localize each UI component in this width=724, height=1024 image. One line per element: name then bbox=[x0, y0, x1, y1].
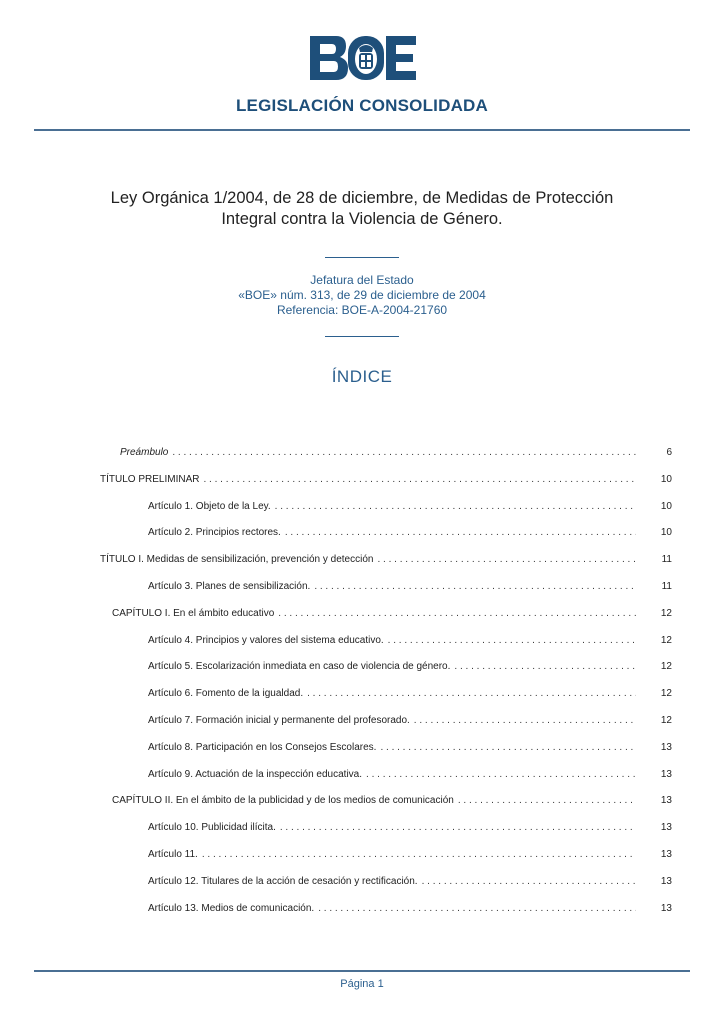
toc-entry-page: 11 bbox=[661, 581, 672, 592]
toc-leader-dots bbox=[172, 447, 636, 458]
toc-entry[interactable] bbox=[148, 822, 640, 836]
toc-entry-label: Preámbulo bbox=[120, 447, 169, 458]
issuer: Jefatura del Estado bbox=[310, 273, 414, 287]
toc-entry-label: Artículo 11. bbox=[148, 849, 198, 860]
toc-entry[interactable] bbox=[148, 849, 640, 863]
toc-entry-label: Artículo 6. Fomento de la igualdad. bbox=[148, 688, 304, 699]
toc-entry-page: 10 bbox=[660, 501, 672, 512]
document-title-line-1: Ley Orgánica 1/2004, de 28 de diciembre, de Medidas de Protección bbox=[110, 189, 614, 207]
toc-entry-page: 13 bbox=[660, 849, 672, 860]
toc-entry-page: 13 bbox=[660, 769, 672, 780]
toc-entry-label: CAPÍTULO I. En el ámbito educativo bbox=[112, 608, 275, 619]
toc-leader-dots bbox=[458, 795, 636, 806]
toc-entry-label: Artículo 3. Planes de sensibilización. bbox=[148, 581, 311, 592]
page-number: Página 1 bbox=[340, 978, 384, 990]
toc-entry[interactable] bbox=[148, 876, 640, 890]
toc-entry-label: Artículo 7. Formación inicial y permanente del profesorado. bbox=[148, 715, 410, 726]
toc-entry-label: Artículo 10. Publicidad ilícita. bbox=[148, 822, 276, 833]
toc-entry[interactable] bbox=[148, 501, 640, 515]
toc-entry-label: Artículo 8. Participación en los Consejos Escolares. bbox=[148, 742, 377, 753]
toc-leader-dots bbox=[366, 769, 636, 780]
toc-entry-page: 10 bbox=[660, 474, 672, 485]
toc-entry[interactable] bbox=[112, 608, 640, 622]
toc-entry-page: 12 bbox=[660, 715, 672, 726]
toc-entry-label: Artículo 2. Principios rectores. bbox=[148, 527, 281, 538]
logo-letter-b bbox=[310, 36, 348, 80]
toc-leader-dots bbox=[275, 501, 636, 512]
toc-entry[interactable] bbox=[148, 581, 640, 595]
reference-id: Referencia: BOE-A-2004-21760 bbox=[276, 303, 448, 317]
toc-entry-label: Artículo 5. Escolarización inmediata en caso de violencia de género. bbox=[148, 661, 451, 672]
toc-entry-page: 12 bbox=[660, 661, 672, 672]
toc-entry-page: 13 bbox=[660, 742, 672, 753]
toc-entry[interactable] bbox=[148, 527, 640, 541]
toc-entry-label: Artículo 9. Actuación de la inspección educativa. bbox=[148, 769, 363, 780]
toc-leader-dots bbox=[414, 715, 636, 726]
toc-entry[interactable] bbox=[100, 554, 640, 568]
toc-entry-page: 13 bbox=[660, 876, 672, 887]
toc-leader-dots bbox=[285, 527, 636, 538]
toc-leader-dots bbox=[314, 581, 636, 592]
toc-entry-label: CAPÍTULO II. En el ámbito de la publicidad y de los medios de comunicación bbox=[112, 795, 454, 806]
document-metadata bbox=[0, 273, 724, 318]
toc-entry-page: 12 bbox=[660, 635, 672, 646]
index-heading: ÍNDICE bbox=[331, 367, 393, 386]
toc-leader-dots bbox=[454, 661, 636, 672]
toc-entry[interactable] bbox=[112, 795, 640, 809]
toc-entry[interactable] bbox=[148, 661, 640, 675]
toc-entry-page: 13 bbox=[660, 822, 672, 833]
toc-leader-dots bbox=[203, 474, 636, 485]
toc-leader-dots bbox=[422, 876, 636, 887]
section-title: LEGISLACIÓN CONSOLIDADA bbox=[235, 96, 489, 115]
toc-entry-label: Artículo 12. Titulares de la acción de cesación y rectificación. bbox=[148, 876, 418, 887]
toc-entry-page: 6 bbox=[666, 447, 672, 458]
toc-entry-label: Artículo 13. Medios de comunicación. bbox=[148, 903, 315, 914]
metadata-divider bbox=[325, 336, 399, 337]
toc-entry-label: TÍTULO PRELIMINAR bbox=[100, 474, 200, 485]
toc-leader-dots bbox=[280, 822, 636, 833]
toc-entry-page: 10 bbox=[660, 527, 672, 538]
toc-leader-dots bbox=[318, 903, 636, 914]
toc-entry-page: 12 bbox=[660, 688, 672, 699]
publication-info: «BOE» núm. 313, de 29 de diciembre de 2004 bbox=[238, 288, 486, 302]
toc-entry[interactable] bbox=[148, 742, 640, 756]
toc-entry-page: 12 bbox=[660, 608, 672, 619]
toc-entry[interactable] bbox=[120, 447, 640, 461]
toc-entry-label: Artículo 1. Objeto de la Ley. bbox=[148, 501, 271, 512]
toc-leader-dots bbox=[278, 608, 636, 619]
toc-leader-dots bbox=[307, 688, 636, 699]
toc-entry-page: 11 bbox=[661, 554, 672, 565]
document-title-line-2: Integral contra la Violencia de Género. bbox=[221, 210, 503, 228]
footer-divider bbox=[34, 970, 690, 972]
toc-leader-dots bbox=[377, 554, 636, 565]
toc-entry[interactable] bbox=[148, 635, 640, 649]
boe-logo bbox=[310, 36, 416, 80]
logo-letter-e bbox=[386, 36, 416, 80]
toc-entry[interactable] bbox=[100, 474, 640, 488]
toc-leader-dots bbox=[380, 742, 636, 753]
toc-entry[interactable] bbox=[148, 715, 640, 729]
title-divider bbox=[325, 257, 399, 258]
toc-entry-page: 13 bbox=[660, 795, 672, 806]
toc-entry-page: 13 bbox=[660, 903, 672, 914]
toc-entry[interactable] bbox=[148, 903, 640, 917]
toc-entry[interactable] bbox=[148, 688, 640, 702]
toc-entry-label: Artículo 4. Principios y valores del sistema educativo. bbox=[148, 635, 384, 646]
header-divider bbox=[34, 129, 690, 131]
toc-leader-dots bbox=[388, 635, 636, 646]
toc-entry[interactable] bbox=[148, 769, 640, 783]
toc-leader-dots bbox=[202, 849, 636, 860]
toc-entry-label: TÍTULO I. Medidas de sensibilización, prevención y detección bbox=[100, 554, 374, 565]
document-title bbox=[60, 188, 664, 230]
